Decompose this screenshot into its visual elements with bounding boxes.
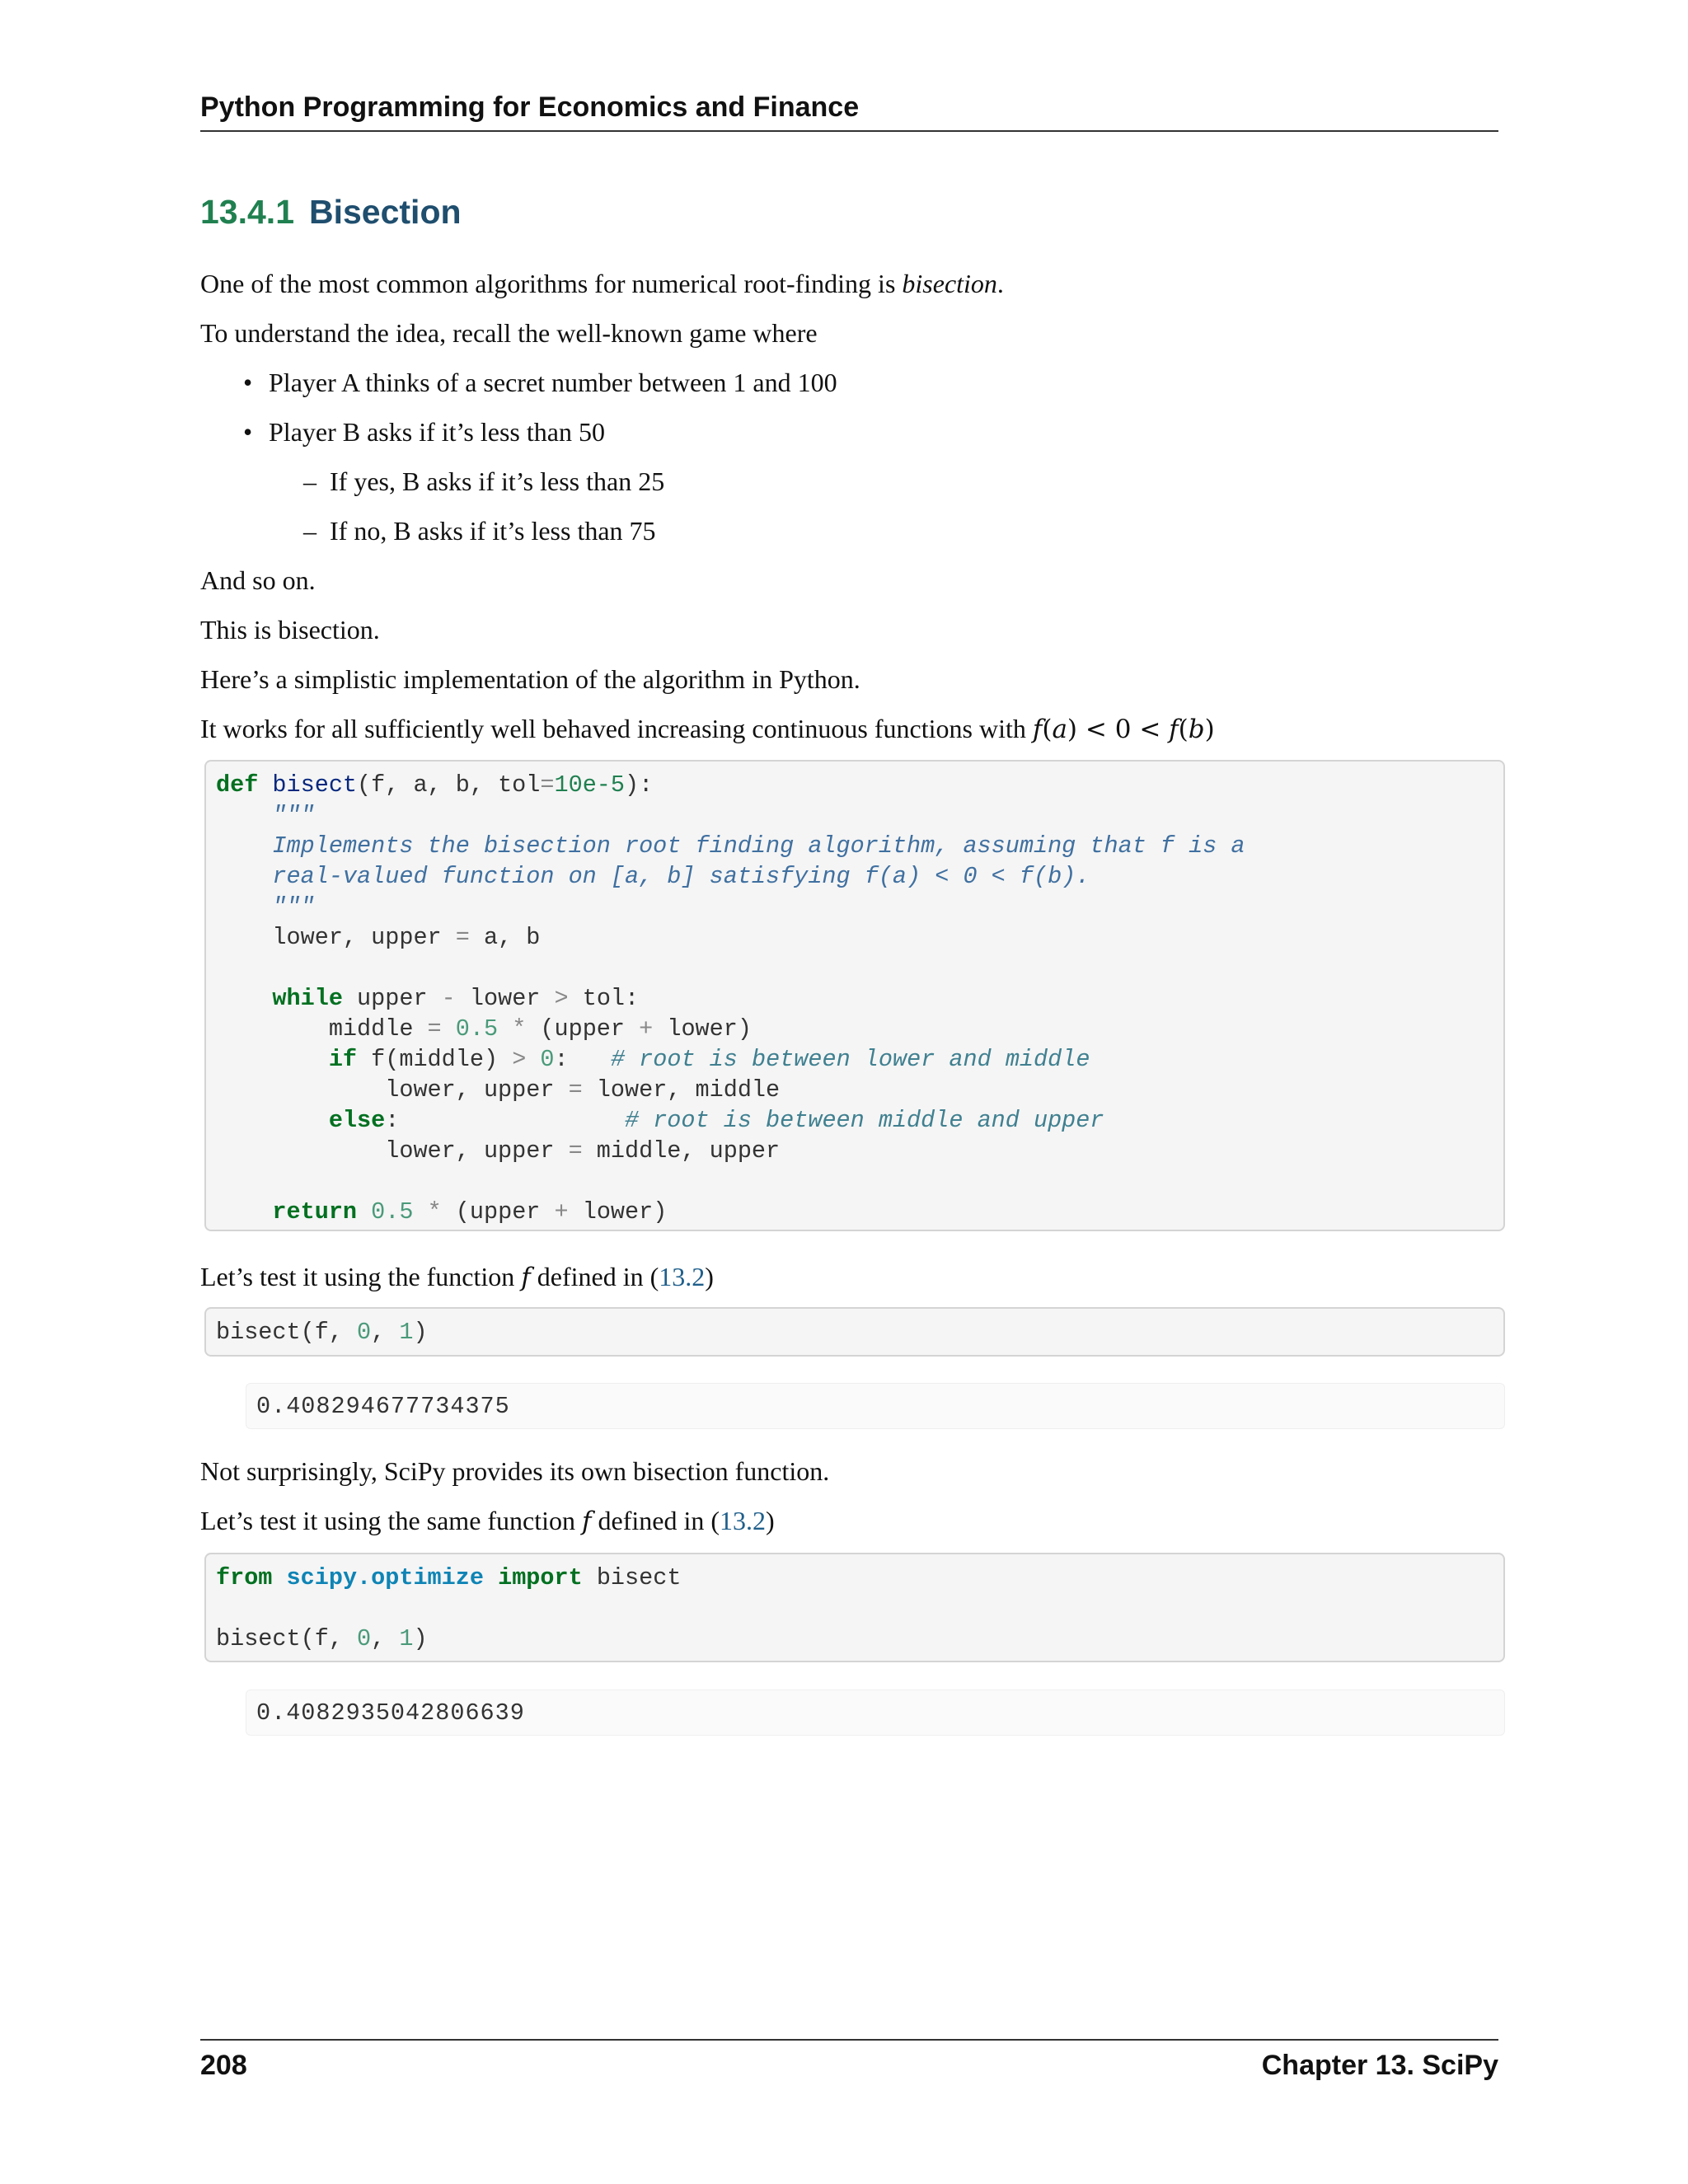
code-text: lower, upper	[216, 1076, 569, 1104]
code-text: tol:	[568, 985, 640, 1012]
dash-mark: –	[303, 516, 316, 546]
code-operator: >	[512, 1046, 527, 1073]
math-lt: <	[1139, 715, 1161, 744]
code-space	[526, 1046, 540, 1073]
code-number: 0.5	[455, 1015, 499, 1043]
code-operator: >	[554, 985, 569, 1012]
page-number: 208	[200, 2050, 247, 2081]
section-number: 13.4.1	[200, 193, 294, 231]
intro-paragraph-1	[200, 267, 1004, 300]
code-operator: -	[441, 985, 456, 1012]
code-operator: =	[455, 924, 470, 951]
code-operator: +	[554, 1198, 569, 1226]
code-number: 10e-5	[554, 771, 626, 799]
equation-reference-link[interactable]: 13.2	[659, 1262, 706, 1291]
bullet-mark: •	[243, 368, 253, 397]
code-indent	[216, 1046, 329, 1073]
code-listing	[216, 1317, 428, 1347]
intro-p1-period: .	[996, 269, 1004, 298]
code-module-name: scipy.optimize	[286, 1564, 484, 1591]
paragraph-this-is-bisection: This is bisection.	[200, 615, 380, 644]
code-text: lower)	[653, 1015, 752, 1043]
footer-rule	[200, 2039, 1498, 2041]
code-text: bisect(f,	[216, 1625, 358, 1652]
code-space	[498, 1015, 512, 1043]
code-text: lower	[455, 985, 555, 1012]
code-text: :	[385, 1107, 625, 1134]
code-operator: +	[639, 1015, 654, 1043]
code-docstring: """	[216, 893, 315, 921]
code-operator: =	[540, 771, 555, 799]
code-indent	[216, 985, 272, 1012]
code-operator: =	[568, 1076, 583, 1104]
code-operator: *	[427, 1198, 442, 1226]
code-text: f(middle)	[357, 1046, 513, 1073]
code-keyword: def	[216, 771, 259, 799]
code-number: 1	[399, 1625, 414, 1652]
code-operator: =	[568, 1137, 583, 1165]
code-text: lower, upper	[216, 1137, 569, 1165]
code-docstring: Implements the bisection root finding algorithm, assuming that f is a	[216, 832, 1245, 860]
code-number: 0.5	[371, 1198, 414, 1226]
code-function-name: bisect	[272, 771, 358, 799]
list-item-text: Player A thinks of a secret number between 1 and 100	[269, 368, 837, 397]
test1-text: )	[705, 1262, 714, 1291]
document-page	[200, 0, 1498, 2184]
math-f: f	[582, 1507, 592, 1536]
code-keyword: if	[328, 1046, 358, 1073]
code-keyword: return	[272, 1198, 358, 1226]
test1-text: Let’s test it using the function	[200, 1262, 522, 1291]
math-zero: 0	[1114, 715, 1132, 744]
code-space	[413, 1198, 427, 1226]
code-text: (upper	[441, 1198, 555, 1226]
code-text: (upper	[526, 1015, 640, 1043]
code-operator: *	[512, 1015, 527, 1043]
intro-p1-emphasis: bisection	[902, 269, 997, 298]
code-space	[357, 1198, 371, 1226]
paragraph-condition	[200, 712, 1215, 746]
code-operator: =	[427, 1015, 442, 1043]
code-text: ,	[371, 1319, 400, 1346]
math-a: a	[1052, 715, 1067, 744]
code-text: ,	[371, 1625, 400, 1652]
paragraph-test-1	[200, 1260, 714, 1294]
code-keyword: while	[272, 985, 343, 1012]
code-listing	[216, 770, 1245, 1227]
math-condition	[1033, 715, 1215, 744]
code-text: )	[413, 1625, 428, 1652]
condition-text: It works for all sufficiently well behaved increasing continuous functions with	[200, 714, 1033, 743]
code-docstring: """	[216, 802, 315, 829]
code-comment: # root is between lower and middle	[610, 1046, 1090, 1073]
code-text: bisect(f,	[216, 1319, 358, 1346]
test2-text: Let’s test it using the same function	[200, 1506, 583, 1535]
header-rule	[200, 130, 1498, 132]
intro-paragraph-2: To understand the idea, recall the well-known game where	[200, 318, 818, 348]
math-f: f	[1169, 715, 1179, 744]
code-number: 0	[357, 1625, 372, 1652]
math-b: b	[1188, 715, 1205, 744]
code-text: (f, a, b, tol	[357, 771, 541, 799]
paragraph-scipy-provides: Not surprisingly, SciPy provides its own bisection function.	[200, 1456, 830, 1486]
math-paren: (	[1042, 715, 1053, 744]
code-text: lower, middle	[582, 1076, 781, 1104]
output-block-2	[246, 1690, 1505, 1736]
code-text: a, b	[469, 924, 541, 951]
code-space	[442, 1015, 456, 1043]
code-text: :	[554, 1046, 611, 1073]
code-number: 0	[357, 1319, 372, 1346]
math-f: f	[1032, 715, 1043, 744]
code-number: 1	[399, 1319, 414, 1346]
code-number: 0	[540, 1046, 555, 1073]
test1-text: defined in (	[530, 1262, 659, 1291]
output-text: 0.4082935042806639	[256, 1699, 525, 1727]
test2-text: defined in (	[591, 1506, 720, 1535]
code-keyword: from	[216, 1564, 273, 1591]
code-text: )	[413, 1319, 428, 1346]
code-indent	[216, 1198, 272, 1226]
output-block-1	[246, 1383, 1505, 1429]
intro-p1-text: One of the most common algorithms for numerical root-finding is	[200, 269, 903, 298]
code-text: bisect	[596, 1564, 682, 1591]
equation-reference-link[interactable]: 13.2	[720, 1506, 767, 1535]
math-f: f	[521, 1263, 531, 1292]
running-header: Python Programming for Economics and Finance	[200, 91, 860, 123]
code-text: middle	[216, 1015, 428, 1043]
section-title-text: Bisection	[309, 193, 462, 231]
math-paren: (	[1178, 715, 1189, 744]
section-title	[200, 193, 462, 232]
paragraph-and-so-on: And so on.	[200, 565, 316, 595]
code-text: upper	[342, 985, 442, 1012]
chapter-label: Chapter 13. SciPy	[1261, 2050, 1498, 2081]
math-lt: <	[1085, 715, 1107, 744]
code-keyword: else	[328, 1107, 386, 1134]
code-keyword: import	[498, 1564, 583, 1591]
output-text: 0.408294677734375	[256, 1393, 510, 1420]
paragraph-implementation: Here’s a simplistic implementation of the algorithm in Python.	[200, 664, 860, 694]
list-item-text: Player B asks if it’s less than 50	[269, 417, 605, 447]
code-docstring: real-valued function on [a, b] satisfying f(a) < 0 < f(b).	[216, 863, 1090, 890]
code-block-bisect-definition[interactable]	[204, 760, 1505, 1231]
code-text: ):	[625, 771, 654, 799]
code-listing	[216, 1563, 681, 1654]
sub-list-item-text: If yes, B asks if it’s less than 25	[330, 466, 665, 496]
paragraph-test-2	[200, 1504, 775, 1538]
math-paren: )	[1067, 715, 1078, 744]
sub-list-item-text: If no, B asks if it’s less than 75	[330, 516, 656, 546]
code-text: middle, upper	[582, 1137, 781, 1165]
bullet-mark: •	[243, 417, 253, 447]
code-block-bisect-call[interactable]	[204, 1307, 1505, 1357]
code-indent	[216, 1107, 329, 1134]
dash-mark: –	[303, 466, 316, 496]
test2-text: )	[766, 1506, 775, 1535]
math-paren: )	[1204, 715, 1215, 744]
code-text: lower)	[568, 1198, 668, 1226]
code-block-scipy-bisect[interactable]	[204, 1553, 1505, 1662]
code-text: lower, upper	[216, 924, 456, 951]
code-comment: # root is between middle and upper	[625, 1107, 1104, 1134]
